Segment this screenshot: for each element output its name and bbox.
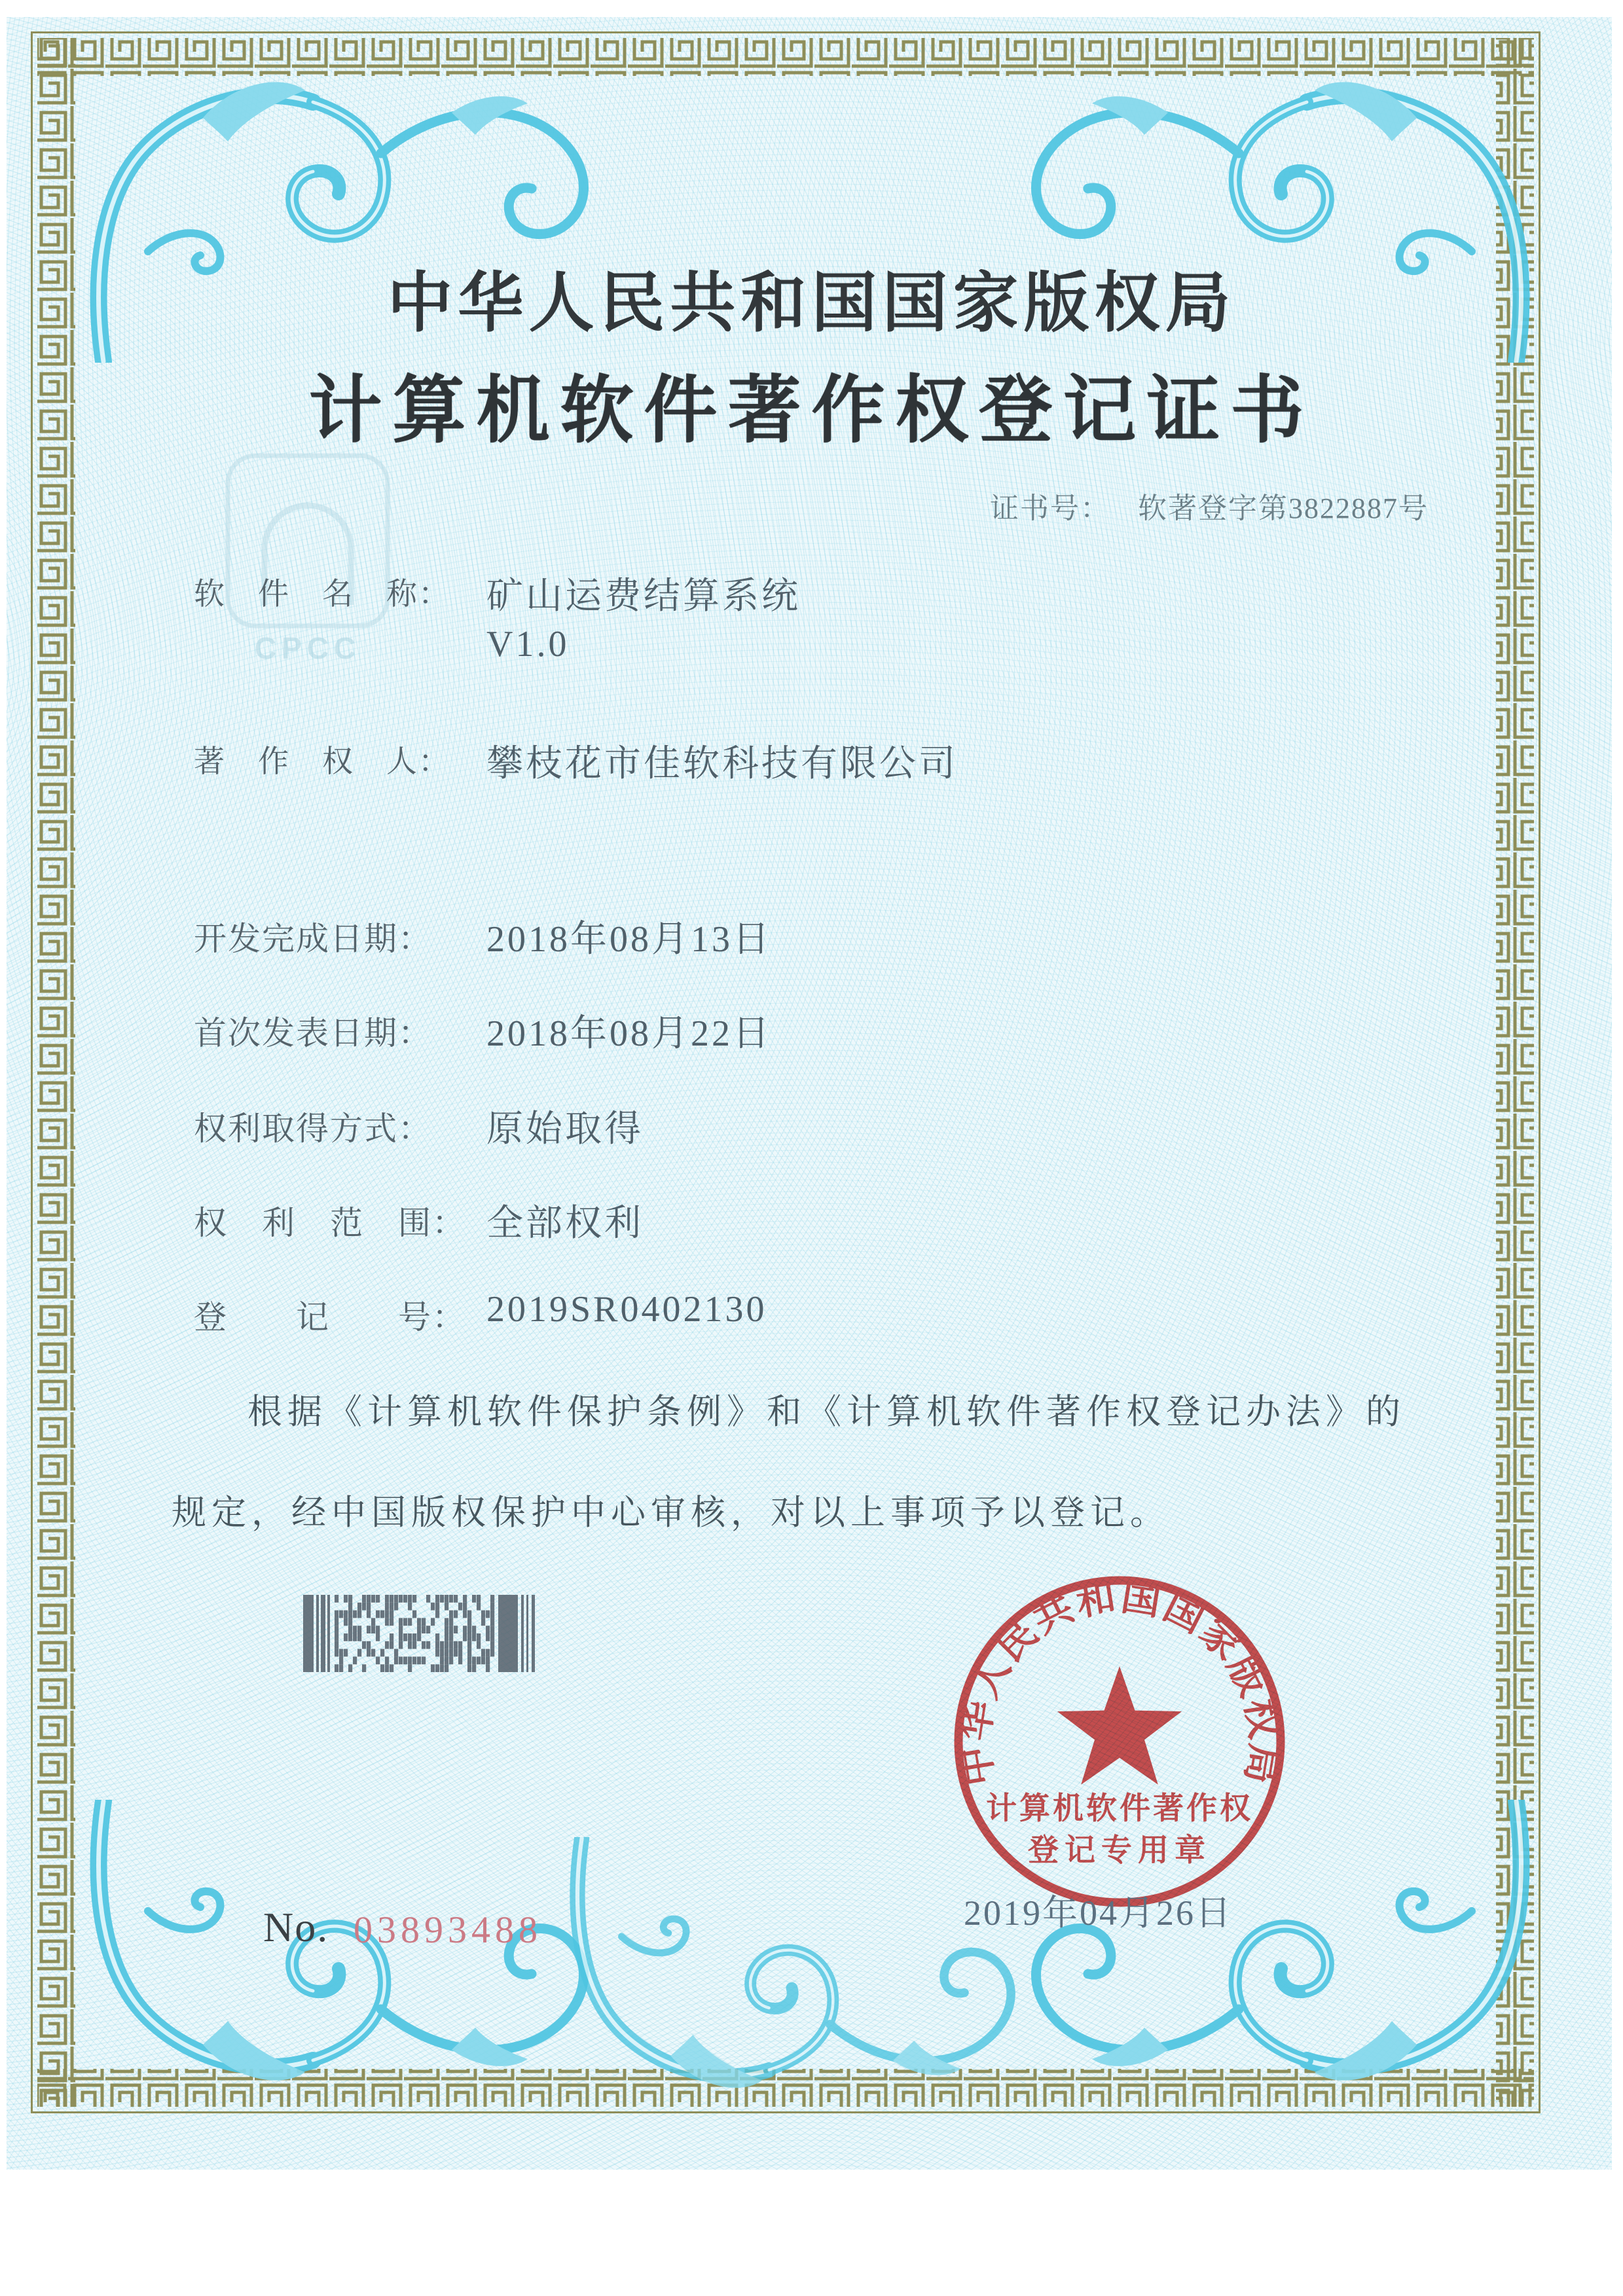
legal-paragraph-line2: 规定，经中国版权保护中心审核，对以上事项予以登记。	[172, 1494, 1170, 1532]
watermark-text: CPCC	[254, 631, 361, 665]
certificate-number-label: 证书号：	[990, 492, 1110, 524]
field-row-dev-complete-date: 开发完成日期：	[194, 920, 432, 957]
field-row-software-name: 软 件 名 称：	[194, 577, 450, 611]
field-value-registration-number: 2019SR0402130	[486, 1289, 767, 1330]
field-row-copyright-owner: 著 作 权 人：	[194, 745, 450, 779]
field-value-first-publish-date: 2018年08月22日	[486, 1013, 772, 1054]
field-row-first-publish-date: 首次发表日期：	[194, 1015, 432, 1051]
floral-ornament-bottom-left	[85, 1800, 622, 2107]
certificate-number-value: 软著登字第3822887号	[1138, 492, 1429, 524]
field-value-rights-acquisition: 原始取得	[486, 1109, 644, 1150]
seal-star-icon	[1057, 1666, 1182, 1785]
field-value-copyright-owner: 攀枝花市佳软科技有限公司	[486, 744, 958, 784]
field-value-rights-scope: 全部权利	[486, 1203, 644, 1244]
legal-paragraph-line1: 根据《计算机软件保护条例》和《计算机软件著作权登记办法》的	[247, 1393, 1406, 1431]
field-row-registration-number: 登 记 号：	[194, 1299, 466, 1336]
cpcc-watermark	[223, 450, 393, 666]
seal-inner-line2: 登记专用章	[1028, 1834, 1211, 1868]
certificate-number-line	[990, 492, 1429, 524]
field-value-software-name: 矿山运费结算系统	[486, 576, 801, 617]
certificate-title: 计算机软件著作权登记证书	[308, 371, 1315, 452]
serial-number-label: No.	[263, 1904, 329, 1950]
barcode	[303, 1595, 536, 1672]
field-row-rights-scope: 权 利 范 围：	[194, 1205, 466, 1241]
field-value-dev-complete-date: 2018年08月13日	[486, 919, 772, 960]
seal-date: 2019年04月26日	[964, 1893, 1233, 1933]
field-row-rights-acquisition: 权利取得方式：	[194, 1110, 432, 1147]
seal-ring-text: 中华人民共和国国家版权局	[953, 1575, 1286, 1789]
authority-title: 中华人民共和国国家版权局	[387, 267, 1236, 340]
seal-inner-line1: 计算机软件著作权	[986, 1792, 1253, 1826]
serial-number-value: 03893488	[354, 1908, 542, 1951]
copyright-office-seal	[943, 1565, 1296, 1918]
field-value-software-version: V1.0	[486, 624, 570, 665]
